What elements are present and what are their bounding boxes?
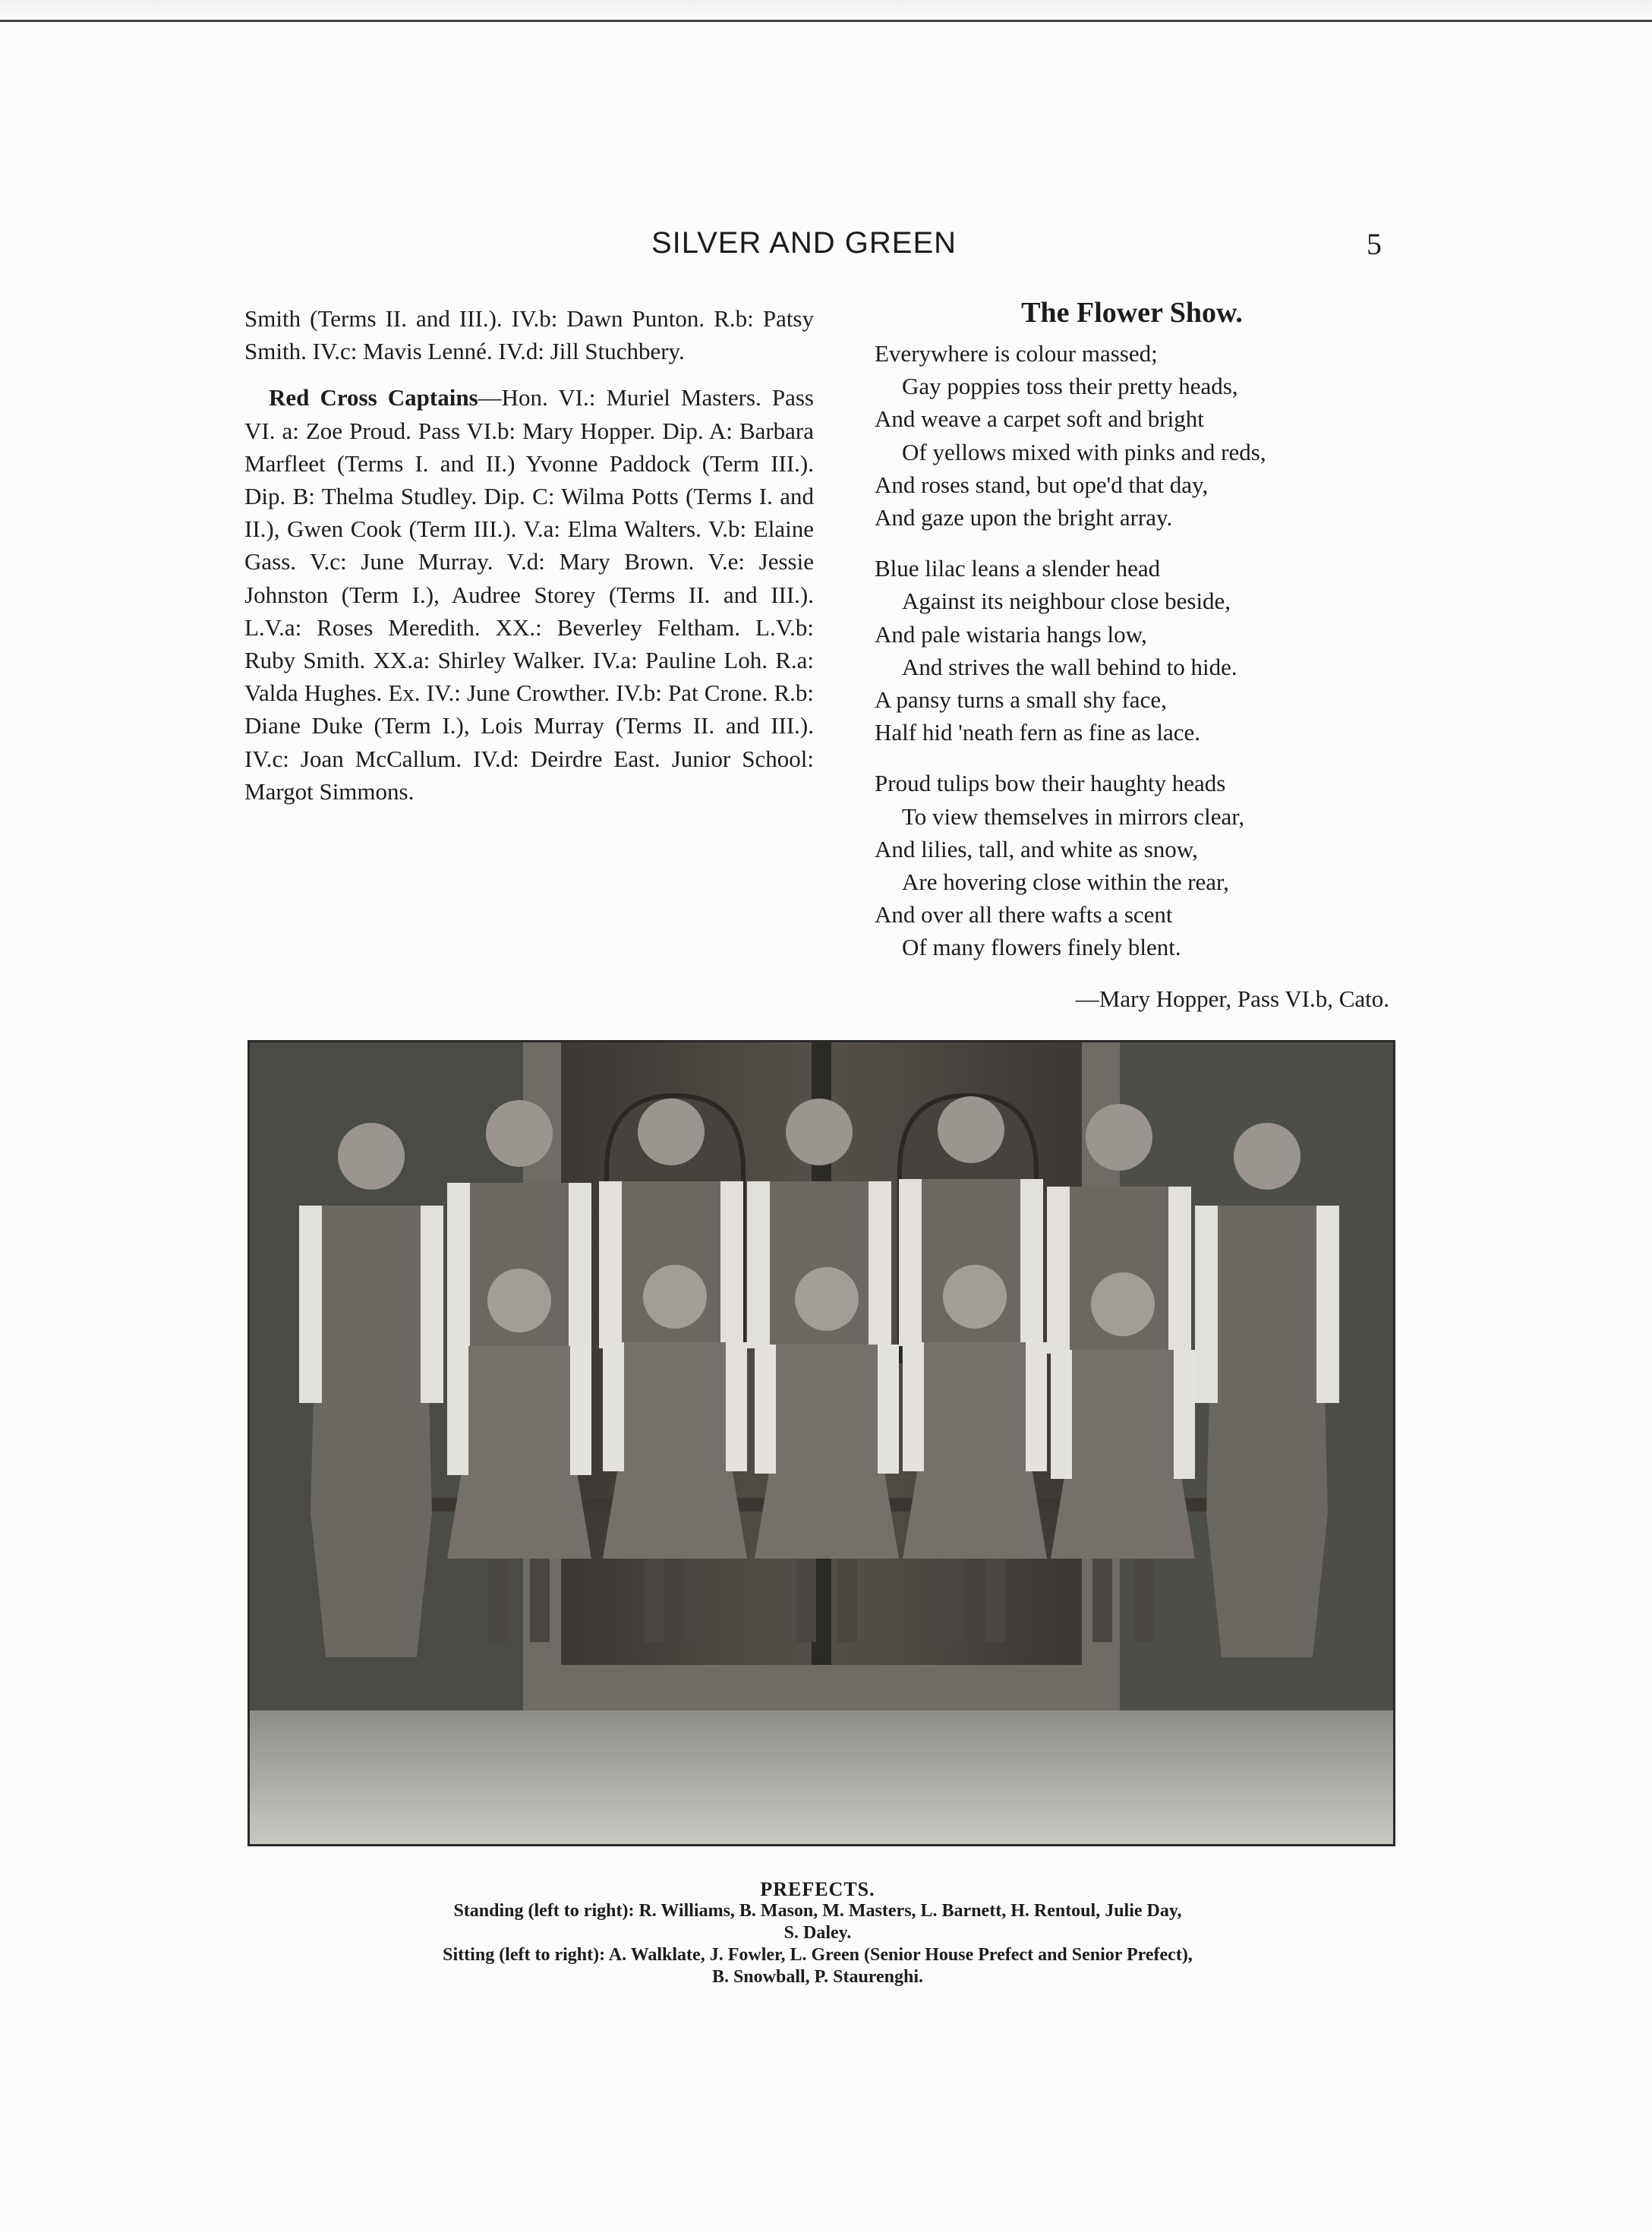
poem-line: To view themselves in mirrors clear, [902,802,1245,830]
poem-attribution: —Mary Hopper, Pass VI.b, Cato. [1075,985,1389,1012]
red-cross-captains-heading: Red Cross Captains [269,384,478,411]
poem-line: And gaze upon the bright array. [875,504,1173,531]
red-cross-captains-list: —Hon. VI.: Muriel Masters. Pass VI. a: Zoe Proud. Pass VI.b: Mary Hopper. Dip. A: Barbara Marfleet (Terms I. and II.) Yvonne Paddock (Term III.). Dip. B: Thelma Studley. Dip. C: Wilma Potts (Terms I. and II.), Gwen Cook (Term III.). V.a: Elma Walters. V.b: Elaine Gass. V.c: June Murray. V.d: Mary Brown. V.e: Jessie Johnston (Term I.), Audree Storey (Terms II. and III.). L.V.a: Roses Meredith. XX.: Beverley Feltham. L.V.b: Ruby Smith. XX.a: Shirley Walker. IV.a: Pauline Loh. R.a: Valda Hughes. Ex. IV.: June Crowther. IV.b: Pat Crone. R.b: Diane Duke (Term I.), Lois Murray (Terms II. and III.). IV.c: Joan McCallum. IV.d: Deirdre East. Junior School: Margot Simmons. [244,384,814,805]
poem-line: And strives the wall behind to hide. [902,653,1237,680]
poem-stanza-2 [875,552,1389,749]
poem-stanza-1 [875,337,1389,534]
poem-line: Everywhere is colour massed; [875,340,1158,367]
poem-line: Blue lilac leans a slender head [875,555,1161,582]
running-title: SILVER AND GREEN [651,226,957,260]
poem-line: Gay poppies toss their pretty heads, [902,373,1238,400]
left-column [244,302,814,821]
paragraph-red-cross-captains [244,381,814,808]
poem-line: Proud tulips bow their haughty heads [875,770,1226,797]
prefects-photo-illustration [250,1042,1393,1844]
poem-line: A pansy turns a small shy face, [875,686,1167,714]
poem-line: Half hid 'neath fern as fine as lace. [875,719,1201,746]
poem-stanza-3 [875,767,1389,963]
poem-line: And pale wistaria hangs low, [875,620,1147,648]
poem-line: Of yellows mixed with pinks and reds, [902,438,1266,465]
poem-line: Against its neighbour close beside, [902,588,1231,615]
paragraph-house-captains-continued: Smith (Terms II. and III.). IV.b: Dawn Punton. R.b: Patsy Smith. IV.c: Mavis Lenné. IV.d: Jill Stuchbery. [244,305,814,365]
poem-line: Of many flowers finely blent. [902,934,1181,961]
photo-caption [244,1878,1391,1988]
poem-line: Are hovering close within the rear, [902,869,1229,896]
poem-line: And weave a carpet soft and bright [875,405,1204,433]
poem [875,296,1389,1015]
poem-line: And lilies, tall, and white as snow, [875,835,1198,862]
caption-sitting-line-1: Sitting (left to right): A. Walklate, J. Fowler, L. Green (Senior House Prefect and Senior Prefect), [443,1945,1193,1965]
page-number: 5 [1367,227,1382,261]
running-header [0,226,1652,272]
prefects-photo [247,1040,1395,1846]
poem-line: And roses stand, but ope'd that day, [875,471,1209,498]
caption-title: PREFECTS. [760,1878,875,1900]
page-top-edge [0,0,1652,22]
caption-standing-line-2: S. Daley. [783,1923,852,1943]
caption-standing-line-1: Standing (left to right): R. Williams, B. Mason, M. Masters, L. Barnett, H. Rentoul, Julie Day, [453,1901,1182,1921]
poem-line: And over all there wafts a scent [875,901,1173,928]
caption-sitting-line-2: B. Snowball, P. Staurenghi. [711,1967,924,1987]
poem-title: The Flower Show. [1021,297,1243,329]
